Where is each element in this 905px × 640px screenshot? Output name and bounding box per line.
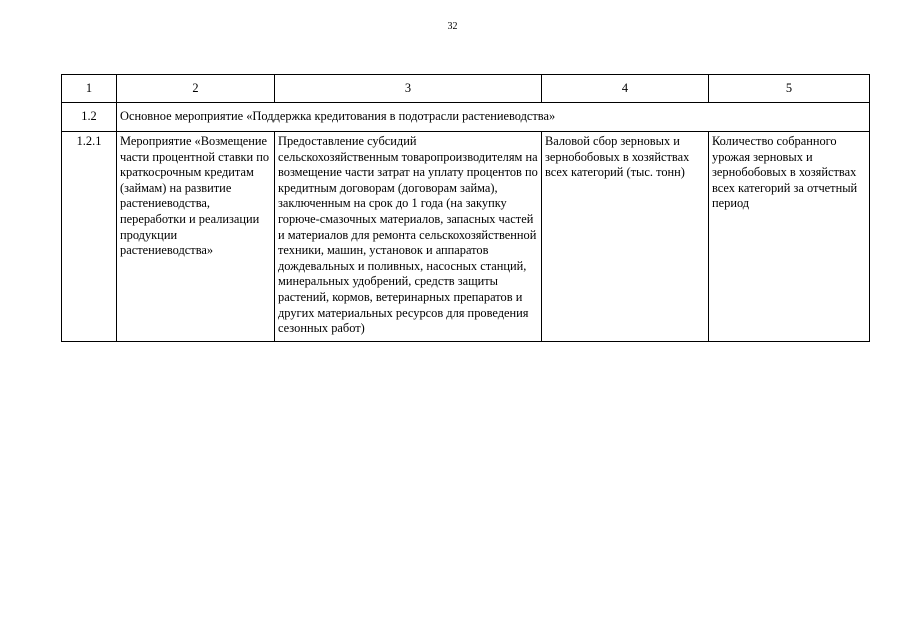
header-cell-3: 3 [275,75,542,103]
page-number: 32 [447,21,458,32]
header-cell-1: 1 [62,75,117,103]
table-row [62,132,870,342]
row-number: 1.2.1 [62,132,117,342]
section-title: Основное мероприятие «Поддержка кредитования в подотрасли растениеводства» [117,103,870,132]
row-result: Количество собранного урожая зерновых и зернобобовых в хозяйствах всех категорий за отчетный период [709,132,870,342]
table-header-row [62,75,870,103]
row-event: Мероприятие «Возмещение части процентной ставки по краткосрочным кредитам (займам) на развитие растениеводства, переработки и реализации продукции растениеводства» [117,132,275,342]
section-number: 1.2 [62,103,117,132]
header-cell-2: 2 [117,75,275,103]
program-table [61,74,870,342]
row-description: Предоставление субсидий сельскохозяйственным товаропроизводителям на возмещение части затрат на уплату процентов по кредитным договорам (договорам займа), заключенным на срок до 1 года (на закупку горюче-смазочных материалов, запасных частей и материалов для ремонта сельскохозяйственной техники, машин, установок и аппаратов дождевальных и поливных, насосных станций, минеральных удобрений, средств защиты растений, кормов, ветеринарных препаратов и других материальных ресурсов для проведения сезонных работ) [275,132,542,342]
section-row [62,103,870,132]
row-indicator: Валовой сбор зерновых и зернобобовых в хозяйствах всех категорий (тыс. тонн) [542,132,709,342]
header-cell-4: 4 [542,75,709,103]
header-cell-5: 5 [709,75,870,103]
